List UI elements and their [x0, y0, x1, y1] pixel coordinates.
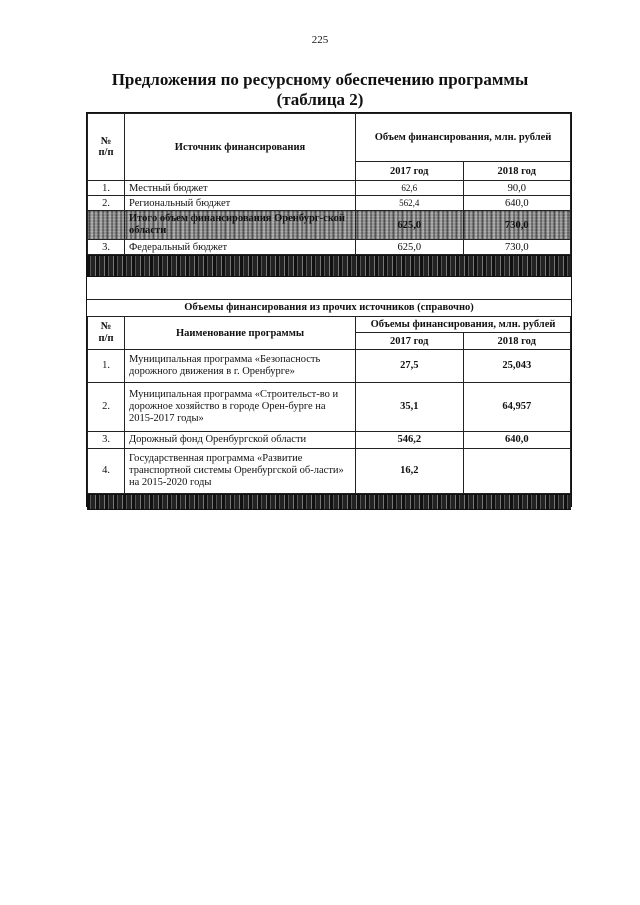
row-program: Муниципальная программа «Строительст-во и дорожное хозяйство в городе Орен-бурге на 2015-2017 годы»	[125, 383, 356, 432]
col-header-program: Наименование программы	[125, 317, 356, 350]
col-header-source: Источник финансирования	[125, 114, 356, 181]
spacer	[87, 277, 571, 299]
col-header-2018: 2018 год	[463, 333, 571, 350]
col-header-volume: Объем финансирования, млн. рублей	[356, 114, 571, 162]
total-row-value-2017: 625,0	[356, 211, 464, 240]
col-header-2018: 2018 год	[463, 162, 571, 181]
row-value-2017: 16,2	[356, 449, 464, 494]
funding-sheet	[86, 112, 572, 507]
total-row	[88, 211, 571, 240]
row-num: 3.	[88, 432, 125, 449]
row-program: Муниципальная программа «Безопасность дорожного движения в г. Оренбурге»	[125, 350, 356, 383]
row-value-2018: 64,957	[463, 383, 571, 432]
total-row-num	[88, 211, 125, 240]
scan-artifact-band	[87, 494, 571, 510]
row-value-2017: 62,6	[356, 181, 464, 196]
other-sources-table	[87, 316, 571, 494]
row-value-2017: 35,1	[356, 383, 464, 432]
funding-table	[87, 113, 571, 255]
page-number: 225	[311, 34, 329, 46]
col-header-2017: 2017 год	[356, 162, 464, 181]
page-title-line2: (таблица 2)	[276, 90, 364, 109]
table-row	[88, 449, 571, 494]
row-value-2018: 640,0	[463, 432, 571, 449]
row-num: 2.	[88, 196, 125, 211]
table-row	[88, 432, 571, 449]
row-num: 2.	[88, 383, 125, 432]
row-value-2017: 562,4	[356, 196, 464, 211]
total-row-source: Итого объем финансирования Оренбург-ской области	[125, 211, 356, 240]
row-program: Государственная программа «Развитие транспортной системы Оренбургской об-ласти» на 2015-2020 годы	[125, 449, 356, 494]
table-row	[88, 350, 571, 383]
row-value-2017: 546,2	[356, 432, 464, 449]
table-row	[88, 240, 571, 255]
row-source: Местный бюджет	[125, 181, 356, 196]
section-title: Объемы финансирования из прочих источников (справочно)	[87, 299, 571, 316]
page-title	[0, 70, 640, 110]
col-header-num: № п/п	[88, 317, 125, 350]
table-row	[88, 181, 571, 196]
col-header-2017: 2017 год	[356, 333, 464, 350]
total-row-value-2018: 730,0	[463, 211, 571, 240]
row-program: Дорожный фонд Оренбургской области	[125, 432, 356, 449]
col-header-volume: Объемы финансирования, млн. рублей	[356, 317, 571, 333]
row-value-2018: 640,0	[463, 196, 571, 211]
row-source: Региональный бюджет	[125, 196, 356, 211]
table-row	[88, 383, 571, 432]
page-title-line1: Предложения по ресурсному обеспечению программы	[111, 70, 529, 89]
row-num: 1.	[88, 350, 125, 383]
row-num: 4.	[88, 449, 125, 494]
scan-artifact-band	[87, 255, 571, 277]
row-value-2018: 730,0	[463, 240, 571, 255]
row-value-2017: 625,0	[356, 240, 464, 255]
row-value-2018	[463, 449, 571, 494]
row-value-2018: 25,043	[463, 350, 571, 383]
row-num: 3.	[88, 240, 125, 255]
row-source: Федеральный бюджет	[125, 240, 356, 255]
row-value-2018: 90,0	[463, 181, 571, 196]
row-num: 1.	[88, 181, 125, 196]
table-row	[88, 196, 571, 211]
row-value-2017: 27,5	[356, 350, 464, 383]
col-header-num: № п/п	[88, 114, 125, 181]
